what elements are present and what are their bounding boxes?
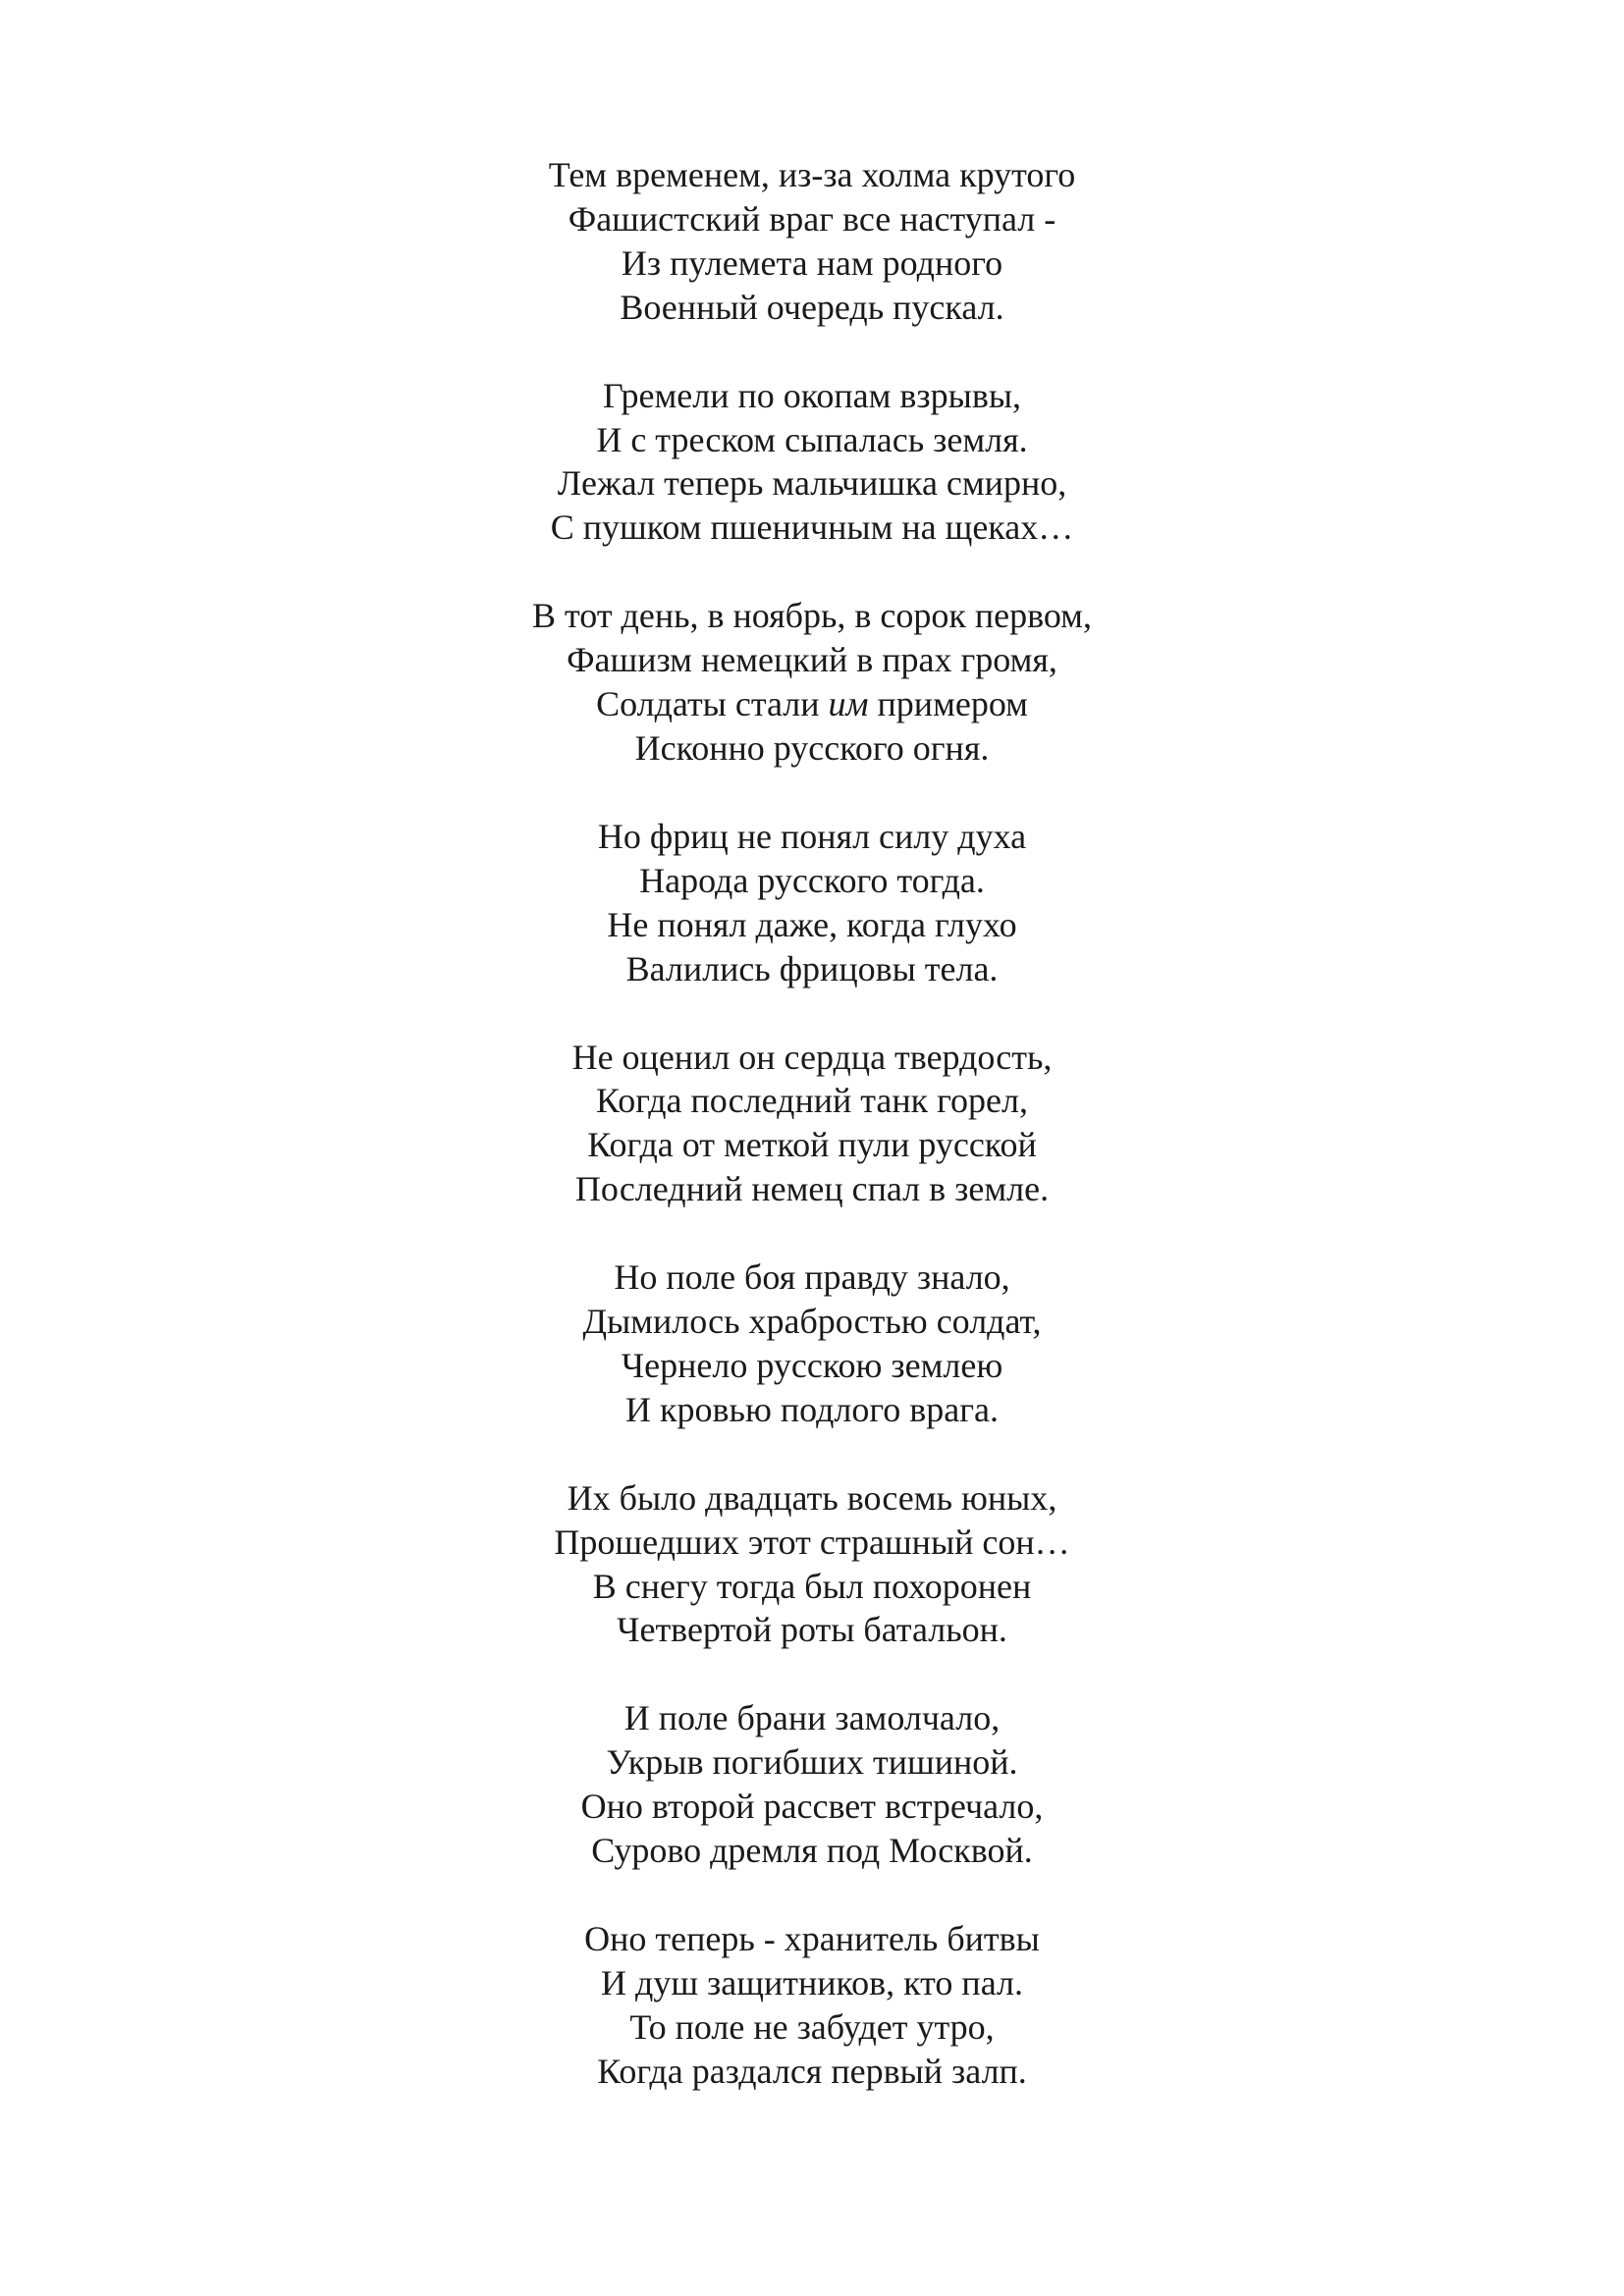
poem-line: Исконно русского огня. [634,727,990,768]
stanza-2 [0,374,1624,551]
poem-line: Фашизм немецкий в прах громя, [567,640,1057,680]
poem-line: Дымилось храбростью солдат, [582,1302,1042,1342]
poem-line: Из пулемета нам родного [621,242,1003,283]
poem-line: Когда раздался первый залп. [597,2051,1027,2091]
emphasized-word: им [828,684,869,724]
poem-line: Чернело русскою землею [621,1345,1003,1385]
poem-line: Военный очередь пускал. [620,287,1004,327]
poem-line: С пушком пшеничным на щеках… [550,507,1074,548]
poem-line: Когда от меткой пули русской [587,1125,1037,1165]
stanza-1 [0,153,1624,330]
poem-line: Но поле боя правду знало, [614,1257,1010,1298]
poem-line: И поле брани замолчало, [623,1698,1001,1738]
poem-line: В снегу тогда был похоронен [592,1566,1032,1606]
stanza-7 [0,1476,1624,1653]
stanza-4 [0,815,1624,991]
poem-line: Оно теперь - хранитель битвы [584,1919,1040,1958]
poem-line: Оно второй рассвет встречало, [580,1787,1044,1827]
poem-line: Укрыв погибших тишиной. [606,1742,1018,1783]
poem-line-part: Солдаты стали [596,684,820,724]
poem-line: В тот день, в ноябрь, в сорок первом, [532,596,1092,636]
poem-line: Сурово дремля под Москвой. [591,1831,1033,1871]
poem-line: Фашистский враг все наступал - [568,198,1056,239]
poem-line: Их было двадцать восемь юных, [567,1477,1057,1518]
poem-line-part: примером [877,684,1028,724]
stanza-9 [0,1917,1624,2094]
poem-line: Последний немец спал в земле. [574,1169,1050,1209]
poem-line: Прошедших этот страшный сон… [554,1522,1070,1562]
poem-line: Не понял даже, когда глухо [607,904,1017,944]
poem-line: Лежал теперь мальчишка смирно, [557,463,1067,504]
poem [0,153,1624,2138]
poem-line: Четвертой роты батальон. [617,1610,1007,1650]
stanza-5 [0,1036,1624,1212]
poem-line: Не оценил он сердца твердость, [571,1037,1053,1077]
poem-line: Когда последний танк горел, [596,1081,1028,1121]
stanza-6 [0,1255,1624,1432]
poem-line: И с треском сыпалась земля. [596,419,1028,459]
poem-line: Тем временем, из-за холма крутого [548,155,1076,194]
poem-line: То поле не забудет утро, [629,2006,995,2047]
stanza-3 [0,594,1624,771]
poem-line: И кровью подлого врага. [625,1389,999,1429]
poem-line: Народа русского тогда. [639,860,985,900]
poem-line: Но фриц не понял силу духа [597,816,1027,856]
stanza-8 [0,1696,1624,1873]
poem-line: Гремели по окопам взрывы, [602,375,1022,415]
poem-line: И душ защитников, кто пал. [601,1962,1023,2002]
poem-line-with-emphasis [0,682,1624,726]
poem-line: Валились фрицовы тела. [625,948,999,988]
